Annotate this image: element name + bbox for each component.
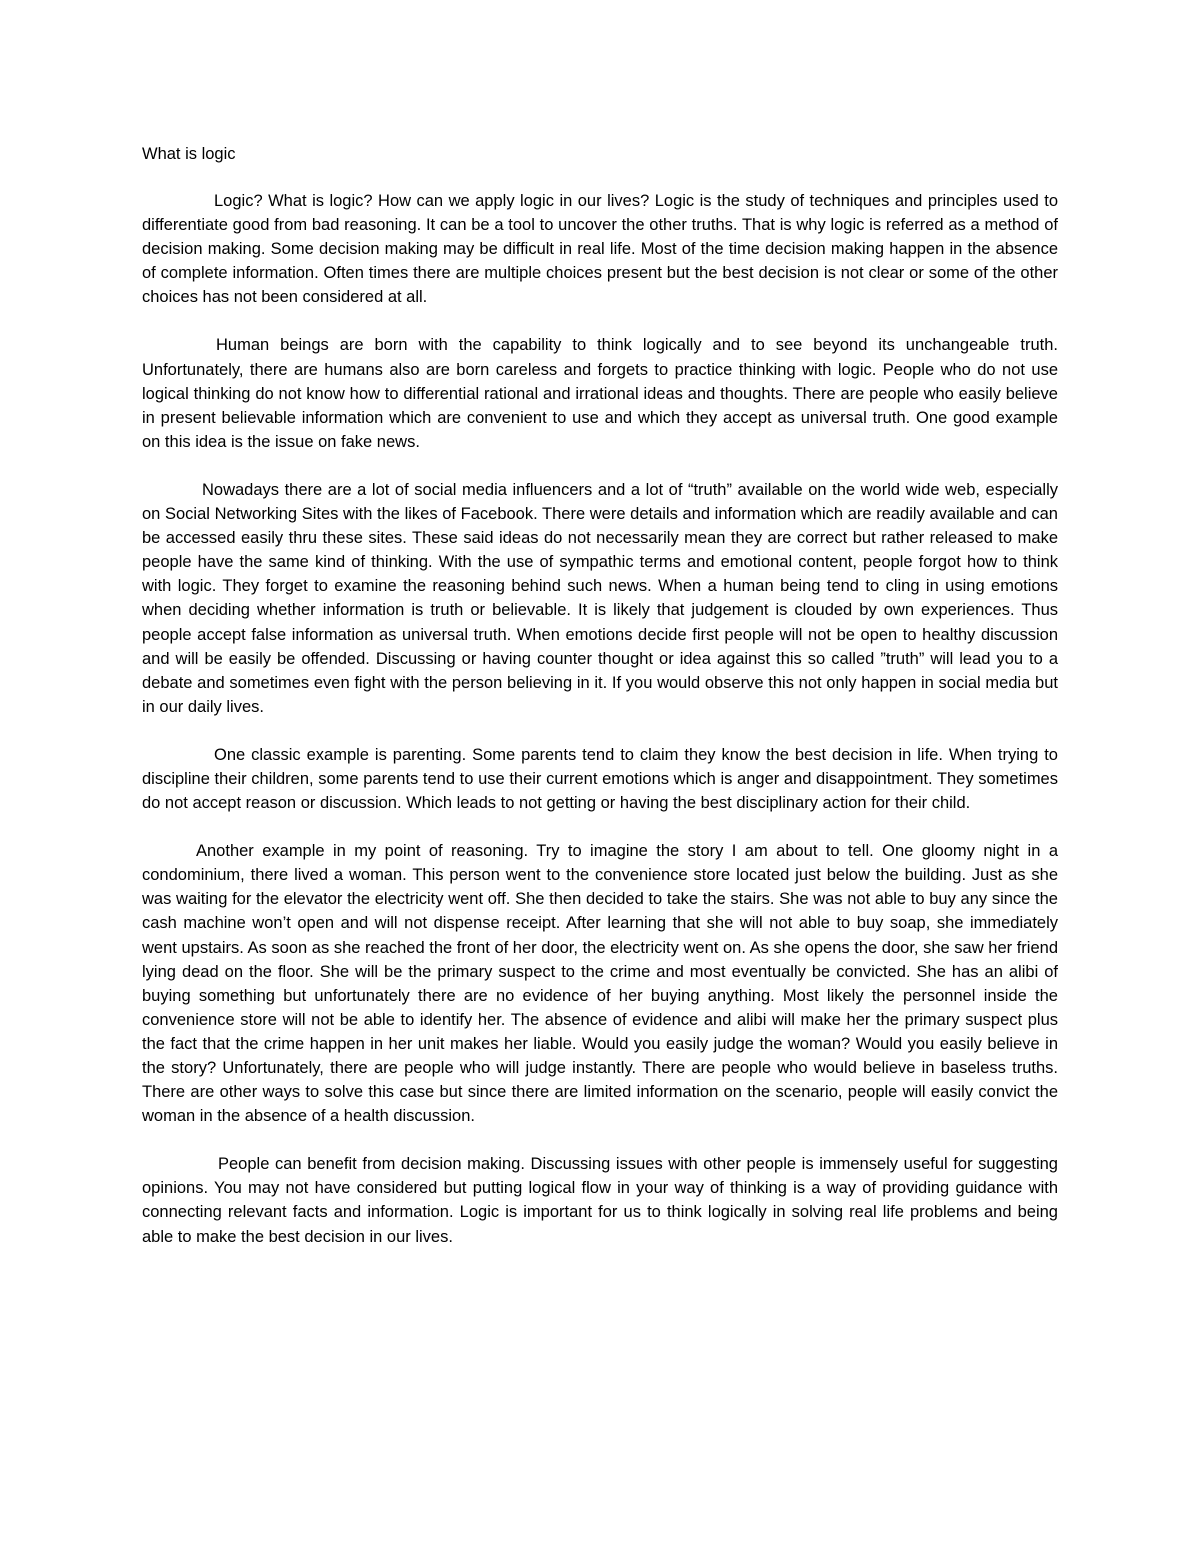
paragraph-2: Human beings are born with the capability to think logically and to see beyond its unchangeable truth. Unfortunately, there are humans also are born careless and forgets to practice thinking with logic. People who do not use logical thinking do not know how to differential rational and irrational ideas and thoughts. There are people who easily believe in present believable information which are convenient to use and which they accept as universal truth. One good example on this idea is the issue on fake news.	[142, 336, 1058, 451]
paragraph-5: Another example in my point of reasoning. Try to imagine the story I am about to tell. One gloomy night in a condominium, there lived a woman. This person went to the convenience store located just below the building. Just as she was waiting for the elevator the electricity went off. She then decided to take the stairs. She was not able to buy any since the cash machine won’t open and will not dispense receipt. After learning that she will not able to buy soap, she immediately went upstairs. As soon as she reached the front of her door, the electricity went on. As she opens the door, she saw her friend lying dead on the floor. She will be the primary suspect to the crime and most eventually be convicted. She has an alibi of buying something but unfortunately there are no evidence of her buying anything. Most likely the personnel inside the convenience store will not be able to identify her. The absence of evidence and alibi will make her the primary suspect plus the fact that the crime happen in her unit makes her liable. Would you easily judge the woman? Would you easily believe in the story? Unfortunately, there are people who will judge instantly. There are people who would believe in baseless truths. There are other ways to solve this case but since there are limited information on the scenario, people will easily convict the woman in the absence of a health discussion.	[142, 842, 1058, 1126]
paragraph-1: Logic? What is logic? How can we apply logic in our lives? Logic is the study of techniques and principles used to differentiate good from bad reasoning. It can be a tool to uncover the other truths. That is why logic is referred as a method of decision making. Some decision making may be difficult in real life. Most of the time decision making happen in the absence of complete information. Often times there are multiple choices present but the best decision is not clear or some of the other choices has not been considered at all.	[142, 192, 1058, 307]
paragraph-3: Nowadays there are a lot of social media influencers and a lot of “truth” available on the world wide web, especially on Social Networking Sites with the likes of Facebook. There were details and information which are readily available and can be accessed easily thru these sites. These said ideas do not necessarily mean they are correct but rather released to make people have the same kind of thinking. With the use of sympathic terms and emotional content, people forgot how to think with logic. They forget to examine the reasoning behind such news. When a human being tend to cling in using emotions when deciding whether information is truth or believable. It is likely that judgement is clouded by own experiences. Thus people accept false information as universal truth. When emotions decide first people will not be open to healthy discussion and will be easily be offended. Discussing or having counter thought or idea against this so called ”truth” will lead you to a debate and sometimes even fight with the person believing in it. If you would observe this not only happen in social media but in our daily lives.	[142, 480, 1058, 716]
paragraph-4: One classic example is parenting. Some parents tend to claim they know the best decision in life. When trying to discipline their children, some parents tend to use their current emotions which is anger and disappointment. They sometimes do not accept reason or discussion. Which leads to not getting or having the best disciplinary action for their child.	[142, 745, 1058, 813]
paragraph-6: People can benefit from decision making. Discussing issues with other people is immensely useful for suggesting opinions. You may not have considered but putting logical flow in your way of thinking is a way of providing guidance with connecting relevant facts and information. Logic is important for us to think logically in solving real life problems and being able to make the best decision in our lives.	[142, 1155, 1058, 1246]
document-title: What is logic	[142, 145, 236, 163]
document-body	[142, 142, 1058, 1273]
